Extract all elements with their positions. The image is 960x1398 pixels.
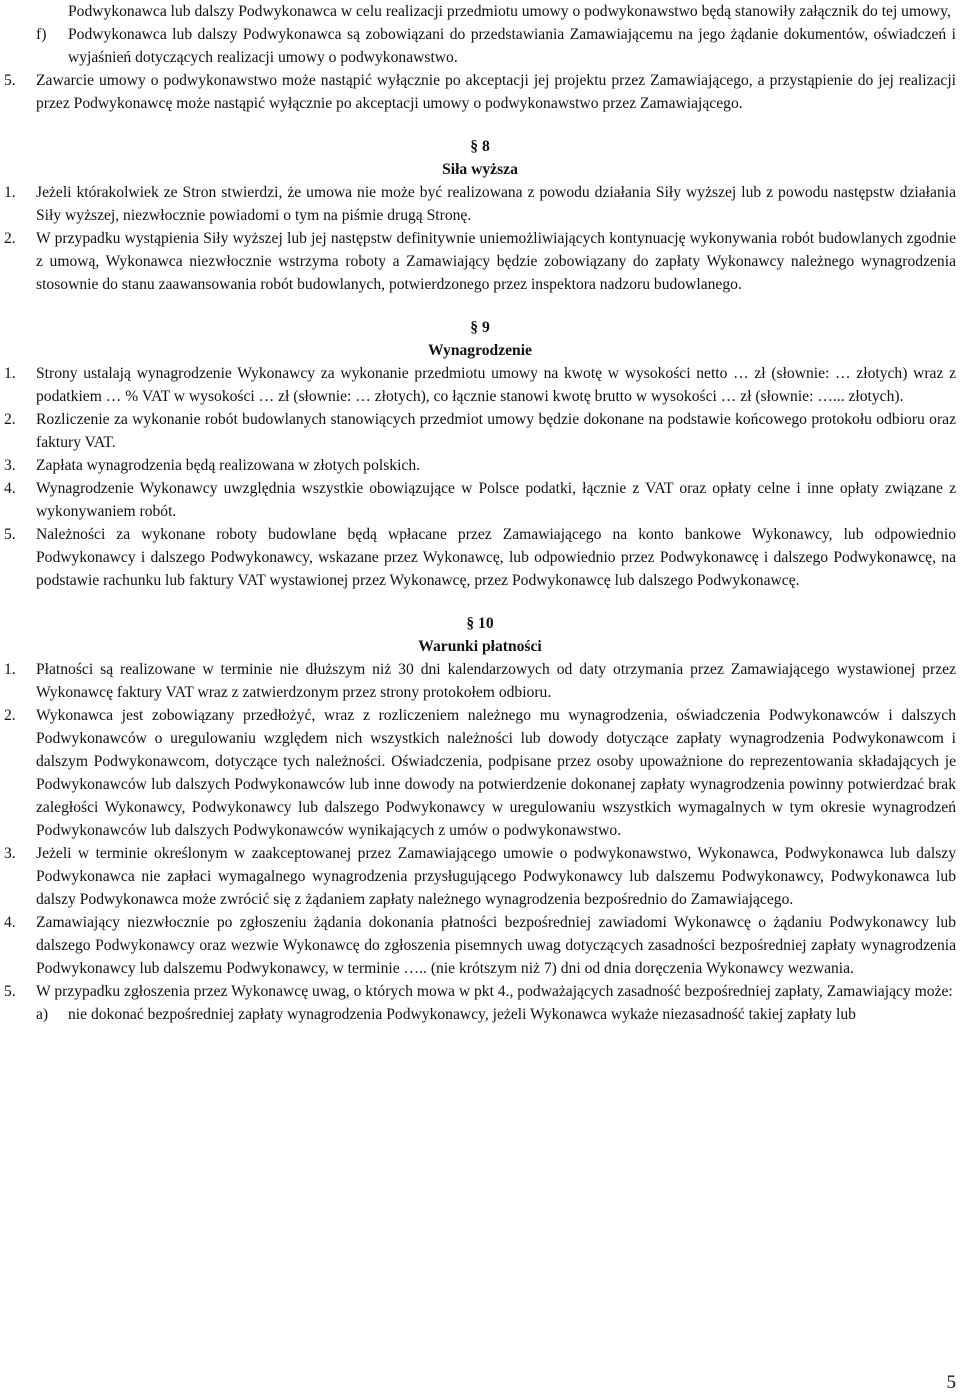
section-10-title: Warunki płatności: [418, 638, 542, 655]
list-item-text: Jeżeli w terminie określonym w zaakceptowanej przez Zamawiającego umowie o podwykonawstwo, Wykonawca, Podwykonawca lub dalszy Podwykonawca nie zapłaci wymagalnego wynagrodzenia przysługującego Podwykonawcy lub dalszemu Podwykonawcy, Podwykonawca lub dalszy Podwykonawca może zwrócić się z żądaniem zapłaty należnego wynagrodzenia bezpośrednio do Zamawiającego.: [36, 845, 956, 908]
list-number: 5.: [4, 72, 16, 89]
list-number: 3.: [4, 457, 16, 474]
list-letter: a): [36, 1006, 49, 1023]
list-number: 2.: [4, 411, 16, 428]
list-item-text: Jeżeli którakolwiek ze Stron stwierdzi, że umowa nie może być realizowana z powodu działania Siły wyższej lub z powodu następstw działania Siły wyższej, niezwłocznie powiadomi o tym na piśmie drugą Stronę.: [36, 184, 956, 224]
list-item-text: W przypadku wystąpienia Siły wyższej lub jej następstw definitywnie uniemożliwiających kontynuację wykonywania robót budowlanych zgodnie z umową, Wykonawca niezwłocznie wstrzyma roboty a Zamawiający będzie zobowiązany do zapłaty Wykonawcy należnego wynagrodzenia stosownie do stanu zaawansowania robót budowlanych, potwierdzonego przez inspektora nadzoru budowlanego.: [36, 230, 956, 293]
section-8-number: § 8: [470, 138, 490, 155]
spacer: [0, 592, 960, 612]
section-9-title: Wynagrodzenie: [428, 342, 532, 359]
list-number: 1.: [4, 365, 16, 382]
list-item-f: [0, 23, 960, 69]
list-item-text: Strony ustalają wynagrodzenie Wykonawcy za wykonanie przedmiotu umowy na kwotę w wysokości netto … zł (słownie: … złotych) wraz z podatkiem … % VAT w wysokości … zł (słownie: … złotych), co łącznie stanowi kwotę brutto w wysokości … zł (słownie: …... złotych).: [36, 365, 956, 405]
list-number: 5.: [4, 983, 16, 1000]
list-item: [0, 842, 960, 911]
list-item: [0, 408, 960, 454]
list-number: 4.: [4, 480, 16, 497]
spacer: [0, 296, 960, 316]
list-item-text: Płatności są realizowane w terminie nie dłuższym niż 30 dni kalendarzowych od daty otrzymania przez Zamawiającego wystawionej przez Wykonawcę faktury VAT wraz z zatwierdzonym przez strony protokołem odbioru.: [36, 661, 956, 701]
list-item: [0, 704, 960, 842]
paragraph-5: [0, 69, 960, 115]
list-item: [0, 362, 960, 408]
paragraph-continuation: Podwykonawca lub dalszy Podwykonawca w celu realizacji przedmiotu umowy o podwykonawstwo będą stanowiły załącznik do tej umowy,: [68, 3, 951, 20]
list-number: 1.: [4, 184, 16, 201]
list-item: [0, 658, 960, 704]
page-number: 5: [946, 1372, 956, 1393]
list-item-text: Zamawiający niezwłocznie po zgłoszeniu żądania dokonania płatności bezpośredniej zawiadomi Wykonawcę o żądaniu Podwykonawcy lub dalszego Podwykonawcy oraz wezwie Wykonawcę do zgłoszenia pisemnych uwag dotyczących zasadności bezpośredniej zapłaty wynagrodzenia Podwykonawcy lub dalszemu Podwykonawcy, w terminie ….. (nie krótszym niż 7) dni od dnia doręczenia Wykonawcy wezwania.: [36, 914, 956, 977]
list-item: [0, 181, 960, 227]
list-item-text: nie dokonać bezpośredniej zapłaty wynagrodzenia Podwykonawcy, jeżeli Wykonawca wykaże niezasadność takiej zapłaty lub: [68, 1006, 856, 1023]
list-item-text: Wynagrodzenie Wykonawcy uwzględnia wszystkie obowiązujące w Polsce podatki, łącznie z VAT oraz opłaty celne i inne opłaty związane z wykonywaniem robót.: [36, 480, 956, 520]
list-number: 5.: [4, 526, 16, 543]
list-item-a: [0, 1003, 960, 1026]
list-item-text: W przypadku zgłoszenia przez Wykonawcę uwag, o których mowa w pkt 4., podważających zasadność bezpośredniej zapłaty, Zamawiający może:: [36, 983, 953, 1000]
list-item-text: Należności za wykonane roboty budowlane będą wpłacane przez Zamawiającego na konto bankowe Wykonawcy, lub odpowiednio Podwykonawcy i dalszego Podwykonawcy, wskazane przez Wykonawcę, lub odpowiednio przez Podwykonawcę i dalszego Podwykonawcę, na podstawie rachunku lub faktury VAT wystawionej przez Wykonawcę, przez Podwykonawcę lub dalszego Podwykonawcę.: [36, 526, 956, 589]
list-item-text: Zapłata wynagrodzenia będą realizowana w złotych polskich.: [36, 457, 421, 474]
list-item-text: Rozliczenie za wykonanie robót budowlanych stanowiących przedmiot umowy będzie dokonane na podstawie końcowego protokołu odbioru oraz faktury VAT.: [36, 411, 956, 451]
list-item: [0, 477, 960, 523]
list-letter: f): [36, 26, 47, 43]
list-item: [0, 980, 960, 1003]
list-number: 4.: [4, 914, 16, 931]
list-item-text: Podwykonawca lub dalszy Podwykonawca są zobowiązani do przedstawiania Zamawiającemu na jego żądanie dokumentów, oświadczeń i wyjaśnień dotyczących realizacji umowy o podwykonawstwo.: [68, 26, 956, 66]
list-number: 2.: [4, 707, 16, 724]
section-9-number: § 9: [470, 319, 490, 336]
section-10-number: § 10: [466, 615, 494, 632]
paragraph-text: Zawarcie umowy o podwykonawstwo może nastąpić wyłącznie po akceptacji jej projektu przez Zamawiającego, a przystąpienie do jej realizacji przez Podwykonawcę może nastąpić wyłącznie po akceptacji umowy o podwykonawstwo przez Zamawiającego.: [36, 72, 956, 112]
spacer: [0, 115, 960, 135]
list-item: [0, 454, 960, 477]
list-number: 2.: [4, 230, 16, 247]
list-item: [0, 523, 960, 592]
list-item: [0, 227, 960, 296]
list-item-text: Wykonawca jest zobowiązany przedłożyć, wraz z rozliczeniem należnego mu wynagrodzenia, oświadczenia Podwykonawców i dalszych Podwykonawców o uregulowaniu względem nich wszystkich należności lub dowody dotyczące zapłaty wynagrodzenia Podwykonawcom i dalszym Podwykonawcom, dotyczące tych należności. Oświadczenia, podpisane przez osoby upoważnione do reprezentowania składających je Podwykonawców lub dalszych Podwykonawców lub inne dowody na potwierdzenie dokonanej zapłaty wynagrodzenia powinny potwierdzać brak zaległości Wykonawcy, Podwykonawcy lub dalszego Podwykonawcy w uregulowaniu wszystkich wymagalnych w tym okresie wynagrodzeń Podwykonawców lub dalszych Podwykonawców wynikających z umów o podwykonawstwo.: [36, 707, 956, 839]
list-number: 3.: [4, 845, 16, 862]
list-item: [0, 911, 960, 980]
list-number: 1.: [4, 661, 16, 678]
section-8-title: Siła wyższa: [442, 161, 518, 178]
